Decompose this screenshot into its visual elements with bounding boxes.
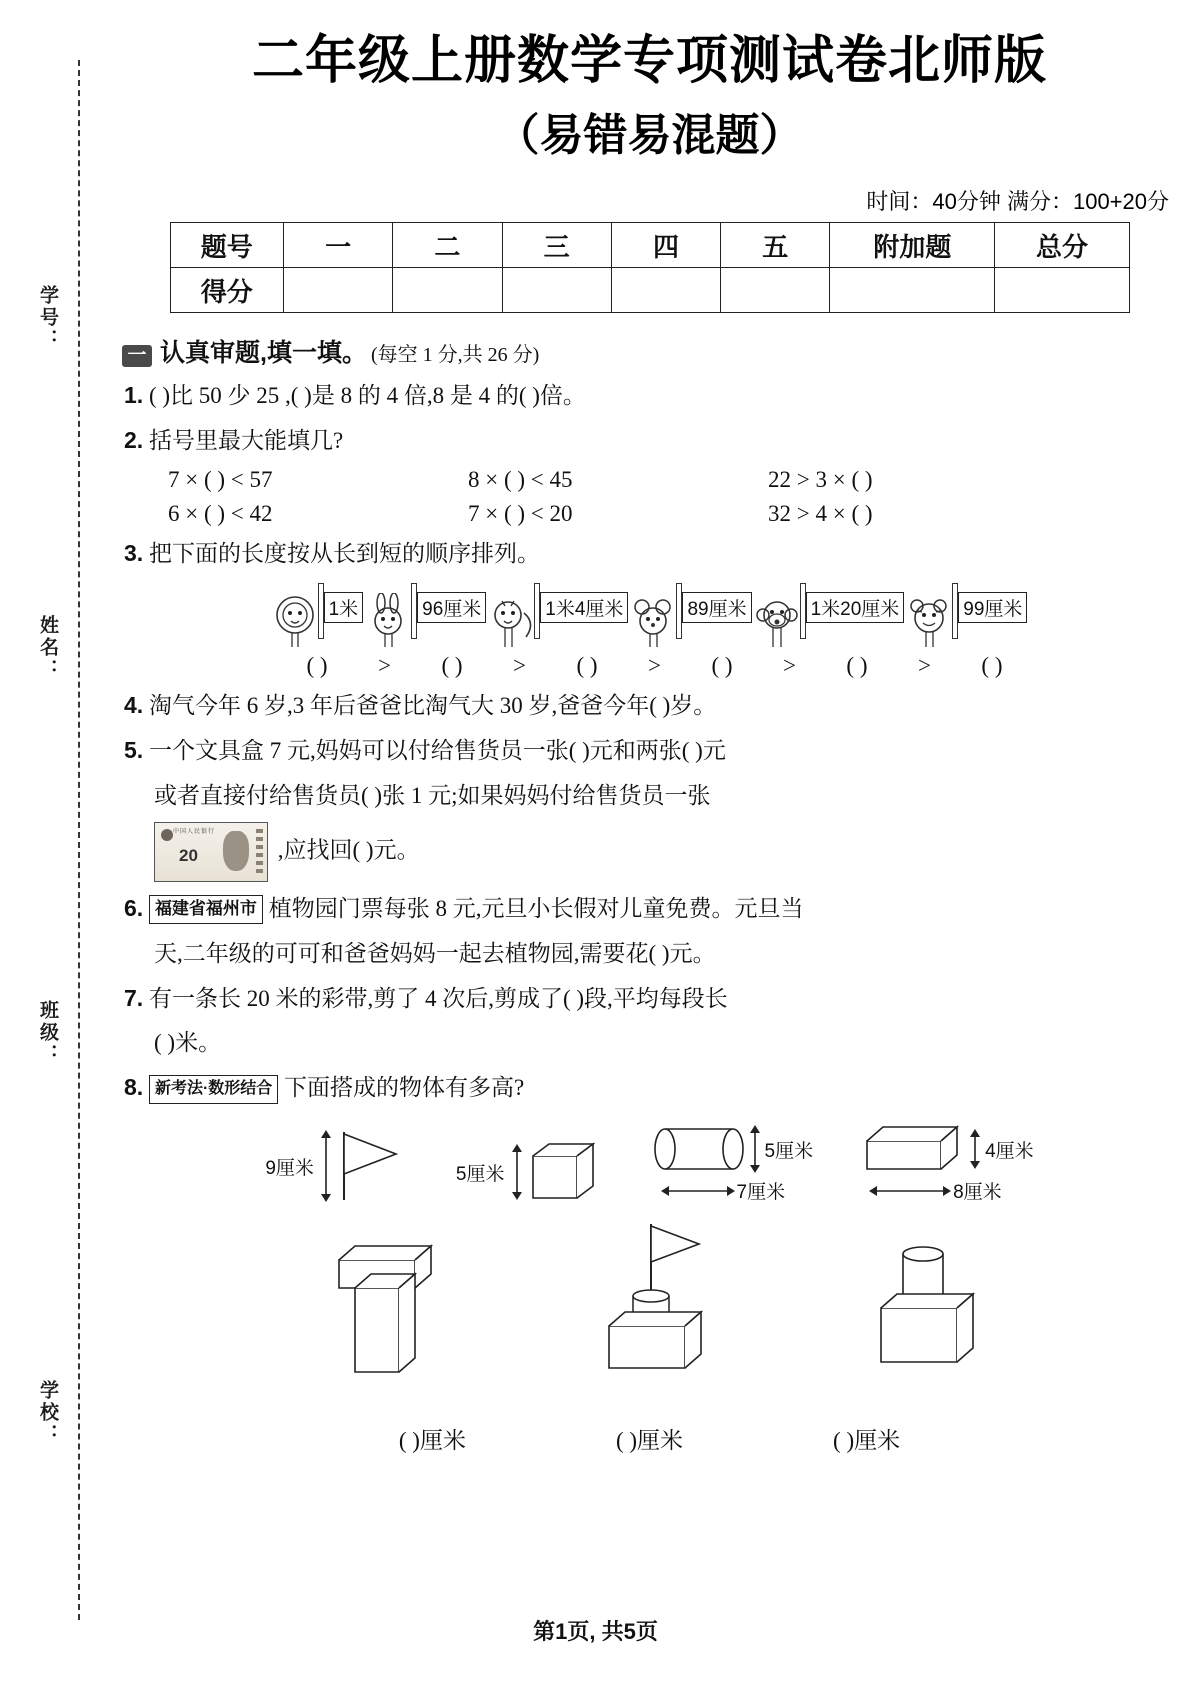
question-3-number: 3. [124,539,144,566]
part-cylinder [649,1121,814,1204]
question-2-row-2 [168,501,1191,527]
section-1-header [122,333,1191,369]
question-2-expr-1: 7 × ( ) < 57 [168,466,273,492]
score-col-extra: 附加题 [830,223,995,268]
question-1-number: 1. [124,382,144,409]
score-col-4: 四 [611,223,720,268]
part-cylinder-height-label: 5厘米 [764,1140,814,1162]
section-1-title: 认真审题,填一填。 [160,339,367,368]
part-box [861,1121,1034,1204]
score-cell-2[interactable] [393,268,502,313]
sign-label-squirrel: 1米4厘米 [540,592,628,623]
question-2-text: 括号里最大能填几? [148,428,344,454]
banknote-bank-text: 中国人民银行 [173,829,216,836]
animal-unit-rabbit [365,583,486,639]
question-8-parts-row [108,1121,1191,1204]
question-5 [124,733,1191,769]
question-7-line-2: ( )米。 [154,1030,222,1056]
part-cube [456,1140,601,1204]
score-row-label-0: 题号 [170,223,283,268]
banknote-value: 20 [179,846,198,866]
banknote-security-strip [256,829,263,873]
score-col-5: 五 [721,223,830,268]
compare-blank-2[interactable]: ( ) [441,653,463,679]
score-cell-4[interactable] [611,268,720,313]
banknote-20-yuan-icon [154,822,268,882]
animal-unit-monkey [754,583,905,639]
question-6-line-2: 天,二年级的可可和爸爸妈妈一起去植物园,需要花( )元。 [154,940,716,966]
compare-blank-5[interactable]: ( ) [846,653,868,679]
compare-blank-3[interactable]: ( ) [576,653,598,679]
question-1 [124,378,1191,414]
part-box-height-label: 4厘米 [985,1140,1034,1162]
question-5-line-3-row [154,822,1191,882]
squirrel-icon [488,593,534,639]
compare-sign-3: > [648,653,661,679]
margin-strip [0,0,108,1684]
compare-sign-5: > [917,653,931,679]
score-cell-extra[interactable] [830,268,995,313]
score-row-label-1: 得分 [170,268,283,313]
sign-label-mouse: 89厘米 [682,592,751,623]
question-2-expr-3: 22 > 3 × ( ) [768,466,873,492]
stack-figure-3 [845,1222,995,1412]
dimension-arrow-vertical [745,1121,765,1177]
rabbit-icon [365,593,411,639]
lion-icon [272,593,318,639]
margin-label-class: 班级： [37,1000,58,1066]
question-8-tag-sub: ·数形结合 [202,1079,273,1097]
margin-label-student-id: 学号： [37,285,58,351]
compare-sign-2: > [513,653,526,679]
section-1-number: 一 [122,345,152,367]
compare-blank-6[interactable]: ( ) [981,653,1003,679]
question-4 [124,688,1191,724]
fold-dashed-line [78,60,80,1620]
question-8-tag-new: 新考法 [154,1079,203,1097]
dimension-arrow-vertical [314,1128,338,1204]
page-title: 二年级上册数学专项测试卷北师版 [251,32,1047,90]
question-2-expr-6: 32 > 4 × ( ) [768,500,873,526]
page-subtitle: （易错易混题） [495,111,804,161]
part-triangle-label: 9厘米 [265,1157,314,1179]
compare-sign-1: > [378,653,392,679]
question-5-line-2-row [154,778,1191,814]
score-col-2: 二 [393,223,502,268]
part-box-width-label: 8厘米 [953,1182,1002,1204]
compare-sign-4: > [782,653,796,679]
question-8-text: 下面搭成的物体有多高? [284,1074,525,1100]
question-8-method-tag [149,1075,278,1104]
question-8-answer-row [108,1422,1191,1455]
question-8-answer-3[interactable]: ( )厘米 [833,1428,901,1454]
animal-unit-mouse [630,583,751,639]
question-8-answer-2[interactable]: ( )厘米 [615,1428,684,1454]
table-row [170,268,1129,313]
question-7-line-1: 有一条长 20 米的彩带,剪了 4 次后,剪成了( )段,平均每段长 [148,985,728,1011]
question-3-compare-row [118,653,1191,679]
section-1-points: (每空 1 分,共 26 分) [370,344,540,367]
question-5-line-3: ,应找回( )元。 [277,837,420,863]
cylinder-shape [649,1121,745,1177]
question-8-number: 8. [124,1073,144,1100]
question-5-line-2: 或者直接付给售货员( )张 1 元;如果妈妈付给售货员一张 [154,782,711,808]
score-table [170,222,1130,313]
question-5-line-1: 一个文具盒 7 元,妈妈可以付给售货员一张( )元和两张( )元 [148,738,726,763]
part-cylinder-width-label: 7厘米 [736,1182,786,1204]
triangle-flag-shape [338,1128,408,1204]
question-6-region-tag: 福建省福州市 [149,895,263,923]
table-row [170,223,1129,268]
mouse-icon [630,593,676,639]
animal-unit-tiger [906,583,1027,639]
animal-unit-squirrel [488,583,628,639]
question-6-line-2-row [154,936,1191,972]
banknote-portrait [223,831,249,871]
question-3-text: 把下面的长度按从长到短的顺序排列。 [148,540,540,566]
score-cell-5[interactable] [721,268,830,313]
dimension-arrow-horizontal [867,1182,953,1200]
compare-blank-1[interactable]: ( ) [306,653,328,679]
question-8-answer-1[interactable]: ( )厘米 [398,1428,466,1454]
question-6-number: 6. [124,895,144,922]
question-2-expr-2: 8 × ( ) < 45 [468,466,573,492]
question-6 [124,891,1191,927]
sign-label-tiger: 99厘米 [958,592,1027,623]
question-2-number: 2. [124,427,144,454]
sign-label-lion: 1米 [324,592,364,623]
score-col-total: 总分 [995,223,1129,268]
score-cell-3[interactable] [502,268,611,313]
animal-unit-lion [272,583,364,639]
part-cube-label: 5厘米 [455,1163,505,1185]
question-4-number: 4. [124,692,144,719]
question-5-number: 5. [124,737,144,763]
stack-figure-1 [305,1222,455,1412]
exam-info: 时间：40分钟 满分：100+20分 [866,189,1169,215]
question-2-expr-4: 6 × ( ) < 42 [168,500,273,526]
question-2-row-1 [168,467,1191,493]
question-2-expr-5: 7 × ( ) < 20 [468,500,573,526]
dimension-arrow-vertical [965,1121,985,1177]
score-cell-1[interactable] [283,268,392,313]
part-triangle-flag [265,1128,408,1204]
question-6-line-1: 植物园门票每张 8 元,元旦小长假对儿童免费。元旦当 [268,896,804,922]
question-1-text: ( )比 50 少 25 ,( )是 8 的 4 倍,8 是 4 的( )倍。 [148,383,586,409]
banknote-emblem [161,829,173,841]
tiger-icon [906,593,952,639]
question-7 [124,981,1191,1017]
sign-label-monkey: 1米20厘米 [806,592,905,623]
question-7-number: 7. [124,984,144,1011]
question-2 [124,423,1191,459]
sign-label-rabbit: 96厘米 [417,592,486,623]
dimension-arrow-vertical [505,1140,529,1204]
dimension-arrow-horizontal [659,1182,737,1200]
main-content [108,0,1191,1684]
question-8 [124,1070,1191,1106]
margin-label-name: 姓名： [37,615,58,681]
score-col-3: 三 [502,223,611,268]
margin-label-school: 学校： [37,1380,58,1446]
box-shape [861,1121,965,1177]
monkey-icon [754,593,800,639]
question-4-text: 淘气今年 6 岁,3 年后爸爸比淘气大 30 岁,爸爸今年( )岁。 [148,693,717,719]
question-3-animal-row [108,583,1191,639]
question-3 [124,536,1191,572]
compare-blank-4[interactable]: ( ) [711,653,733,679]
cube-shape [529,1140,601,1204]
stack-figure-2 [575,1222,725,1412]
score-cell-total[interactable] [995,268,1129,313]
question-8-stack-row [108,1222,1191,1412]
page-footer: 第1页, 共5页 [533,1619,658,1644]
score-col-1: 一 [283,223,392,268]
question-7-line-2-row [154,1025,1191,1061]
